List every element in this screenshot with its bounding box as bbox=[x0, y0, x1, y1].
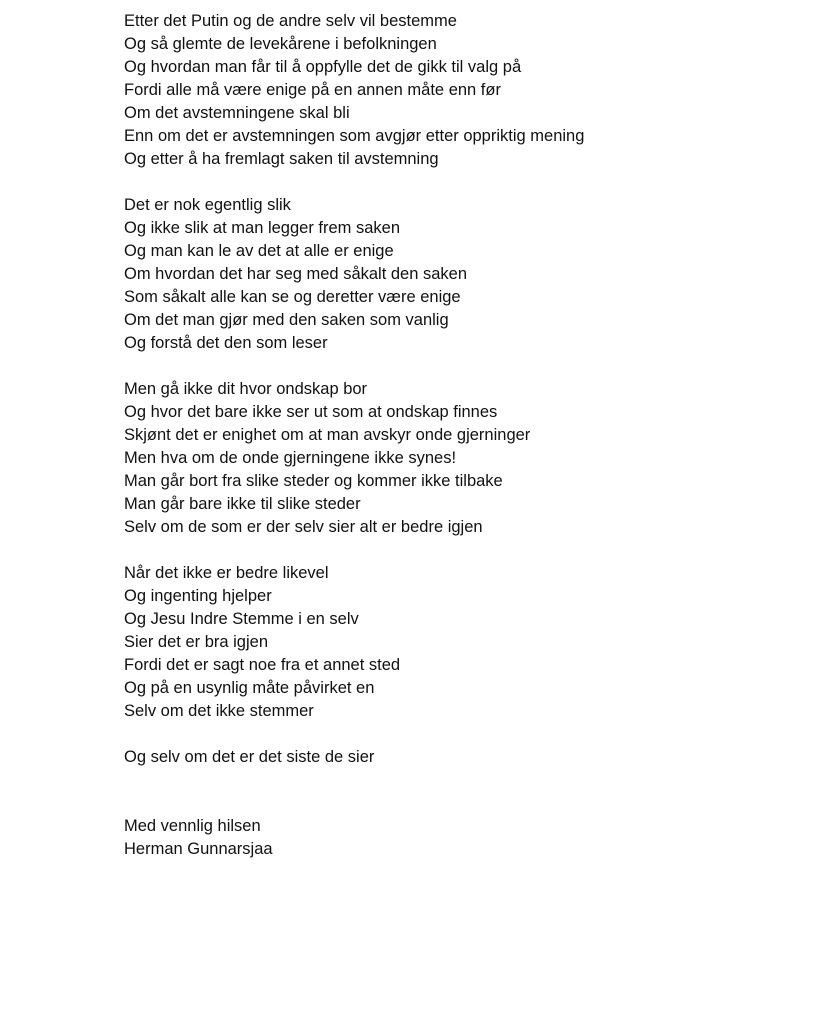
poem-line: Skjønt det er enighet om at man avskyr onde gjerninger bbox=[124, 426, 531, 444]
poem-line: Fordi det er sagt noe fra et annet sted bbox=[124, 656, 401, 674]
poem-line: Når det ikke er bedre likevel bbox=[124, 564, 329, 582]
poem-line: Og ingenting hjelper bbox=[124, 587, 272, 605]
closing-greeting: Med vennlig hilsen bbox=[124, 817, 261, 835]
poem-line: Det er nok egentlig slik bbox=[124, 196, 291, 214]
poem-line: Enn om det er avstemningen som avgjør etter oppriktig mening bbox=[124, 127, 585, 145]
signature-block bbox=[124, 815, 824, 861]
stanza-1 bbox=[124, 10, 824, 171]
poem-line: Om hvordan det har seg med såkalt den saken bbox=[124, 265, 468, 283]
poem-line: Man går bort fra slike steder og kommer ikke tilbake bbox=[124, 472, 503, 490]
poem-line: Og på en usynlig måte påvirket en bbox=[124, 679, 375, 697]
poem-line: Om det man gjør med den saken som vanlig bbox=[124, 311, 449, 329]
poem-line: Men hva om de onde gjerningene ikke synes! bbox=[124, 449, 457, 467]
poem-line: Som såkalt alle kan se og deretter være enige bbox=[124, 288, 461, 306]
poem-line: Sier det er bra igjen bbox=[124, 633, 268, 651]
poem-line: Og Jesu Indre Stemme i en selv bbox=[124, 610, 359, 628]
poem-line: Om det avstemningene skal bli bbox=[124, 104, 350, 122]
stanza-5 bbox=[124, 746, 824, 769]
poem-line: Og etter å ha fremlagt saken til avstemning bbox=[124, 150, 439, 168]
poem-line: Og ikke slik at man legger frem saken bbox=[124, 219, 401, 237]
poem-line: Og hvordan man får til å oppfylle det de gikk til valg på bbox=[124, 58, 522, 76]
poem-line: Og man kan le av det at alle er enige bbox=[124, 242, 394, 260]
poem-line: Og forstå det den som leser bbox=[124, 334, 328, 352]
poem-line: Men gå ikke dit hvor ondskap bor bbox=[124, 380, 368, 398]
stanza-3 bbox=[124, 378, 824, 539]
poem-document bbox=[124, 10, 824, 861]
poem-line: Og så glemte de levekårene i befolkningen bbox=[124, 35, 437, 53]
author-name: Herman Gunnarsjaa bbox=[124, 840, 273, 858]
poem-line: Selv om det ikke stemmer bbox=[124, 702, 314, 720]
poem-line: Fordi alle må være enige på en annen måte enn før bbox=[124, 81, 501, 99]
poem-line: Man går bare ikke til slike steder bbox=[124, 495, 361, 513]
stanza-2 bbox=[124, 194, 824, 355]
poem-line: Etter det Putin og de andre selv vil bestemme bbox=[124, 12, 457, 30]
poem-line: Og hvor det bare ikke ser ut som at ondskap finnes bbox=[124, 403, 498, 421]
poem-line: Og selv om det er det siste de sier bbox=[124, 748, 375, 766]
poem-line: Selv om de som er der selv sier alt er bedre igjen bbox=[124, 518, 483, 536]
stanza-4 bbox=[124, 562, 824, 723]
